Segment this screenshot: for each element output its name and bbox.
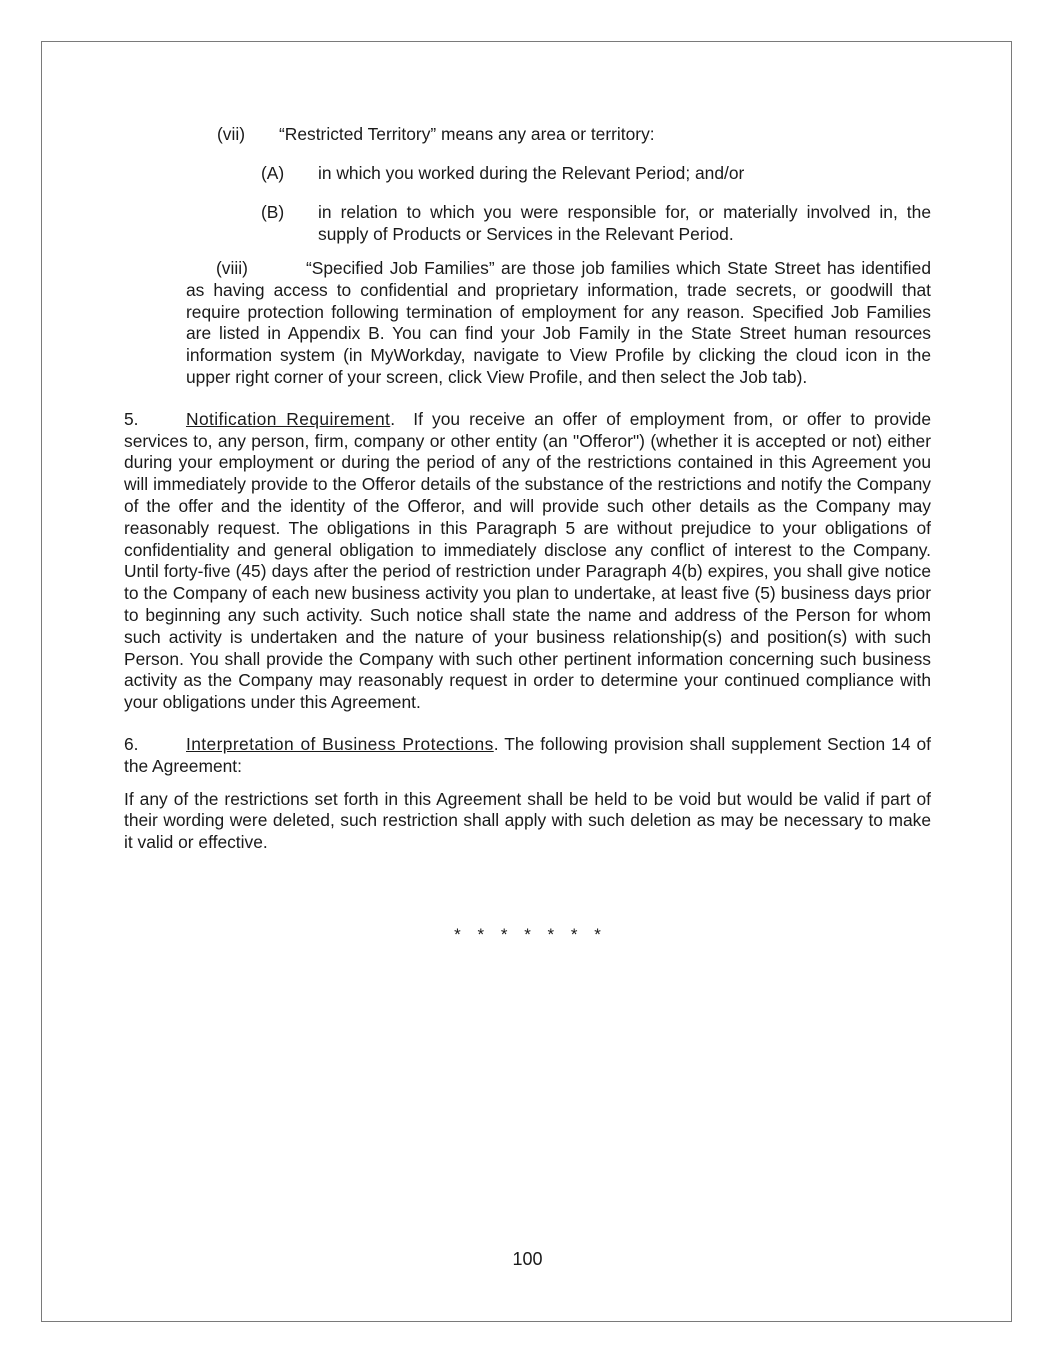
clause-viii-text: “Specified Job Families” are those job families which State Street has identified as having access to confidential and proprietary information, trade secrets, or goodwill that require protection following termination of employment for any reason. Specified Job Families are listed in Appendix B. You can find your Job Family in the State Street human resources information system (in MyWorkday, navigate to View Profile by clicking the cloud icon in the upper right corner of your screen, click View Profile, and then select the Job tab).	[186, 257, 931, 387]
section-6-text: The following provision shall supplement Section 14 of the Agreement:	[124, 733, 931, 776]
clause-vii-text: “Restricted Territory” means any area or territory:	[279, 124, 655, 144]
page-number: 100	[512, 1249, 543, 1269]
section-6	[124, 734, 931, 778]
section-5	[124, 409, 931, 714]
subclause-b-text: in relation to which you were responsible for, or materially involved in, the supply of Products or Services in the Relevant Period.	[318, 202, 931, 245]
subclause-a-number: (A)	[261, 163, 285, 184]
subclause-a	[124, 163, 931, 185]
subclause-a-text: in which you worked during the Relevant Period; and/or	[318, 163, 745, 184]
section-separator: * * * * * * *	[454, 925, 601, 944]
section-5-number: 5.	[124, 408, 139, 429]
section-6-number: 6.	[124, 733, 139, 754]
subclause-b	[124, 202, 931, 246]
subclause-b-number: (B)	[261, 202, 285, 223]
section-5-heading-suffix: .	[390, 408, 396, 429]
section-6-heading-suffix: .	[493, 733, 499, 754]
section-6-body: If any of the restrictions set forth in this Agreement shall be held to be void but would be valid if part of their wording were deleted, such restriction shall apply with such deletion as may be necessary to make it valid or effective.	[124, 788, 931, 853]
section-5-heading: Notification Requirement	[186, 408, 391, 429]
section-6-heading: Interpretation of Business Protections	[186, 733, 494, 754]
document-body	[124, 124, 931, 944]
clause-viii	[124, 258, 931, 389]
clause-vii	[124, 124, 931, 146]
clause-viii-number: (viii)	[216, 257, 248, 278]
clause-vii-number: (vii)	[217, 124, 246, 144]
section-5-text: If you receive an offer of employment from, or offer to provide services to, any person, firm, company or other entity (an "Offeror") (whether it is accepted or not) either during your employment or during the period of any of the restrictions contained in this Agreement you will immediately provide to the Offeror details of the substance of the restrictions and notify the Company of the offer and the identity of the Offeror, and will provide such other details as the Company may reasonably request. The obligations in this Paragraph 5 are without prejudice to your obligations of confidentiality and general obligation to immediately disclose any conflict of interest to the Company. Until forty-five (45) days after the period of restriction under Paragraph 4(b) expires, you shall give notice to the Company of each new business activity you plan to undertake, at least five (5) business days prior to beginning any such activity. Such notice shall state the name and address of the Person for whom such activity is undertaken and the nature of your business relationship(s) and position(s) with such Person. You shall provide the Company with such other pertinent information concerning such business activity as the Company may reasonably request in order to determine your continued compliance with your obligations under this Agreement.	[124, 408, 931, 713]
